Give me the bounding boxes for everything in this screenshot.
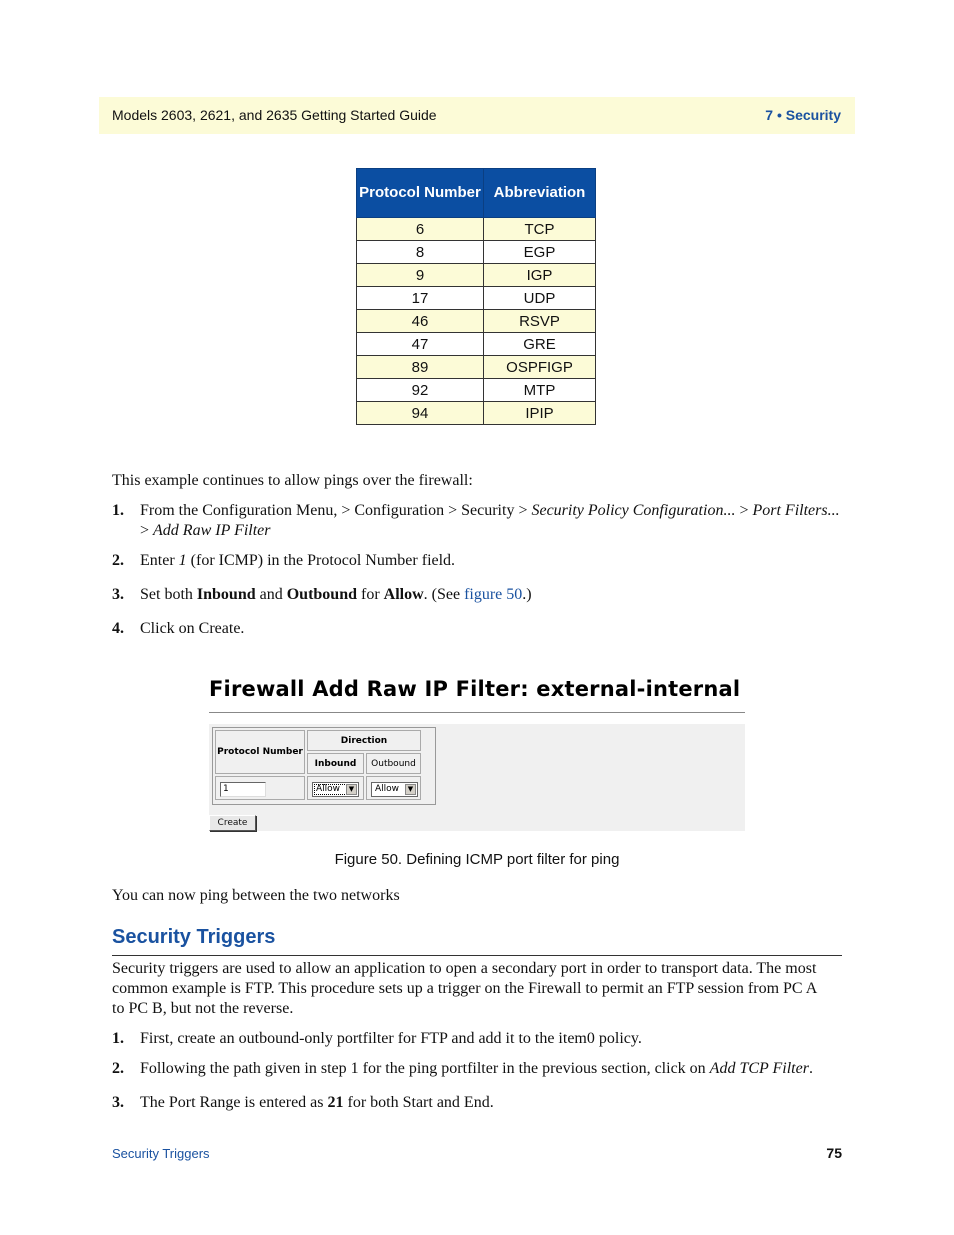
step-text-part: and <box>255 586 287 603</box>
step-1 <box>112 501 842 541</box>
step-number: 3. <box>112 586 124 603</box>
inbound-selected-value: Allow <box>316 784 341 794</box>
bold-allow: Allow <box>383 586 424 603</box>
step-text-part: From the Configuration Menu, > Configuration > Security > <box>140 502 532 519</box>
table-cell: RSVP <box>484 310 596 333</box>
protocol-number-header: Protocol Number <box>215 730 305 774</box>
intro-paragraph: This example continues to allow pings over the firewall: <box>112 472 473 489</box>
menu-path-add-tcp-filter: Add TCP Filter <box>709 1060 809 1077</box>
protocol-number-cell <box>215 776 305 800</box>
step-number: 3. <box>112 1094 124 1111</box>
step-number: 2. <box>112 1060 124 1077</box>
table-cell: 46 <box>357 310 484 333</box>
step-text: First, create an outbound-only portfilter for FTP and add it to the item0 policy. <box>140 1030 642 1047</box>
table-row <box>357 333 596 356</box>
menu-path-security-policy: Security Policy Configuration... <box>531 502 736 519</box>
figure-50-link[interactable]: figure 50 <box>464 586 523 603</box>
bold-outbound: Outbound <box>286 586 357 603</box>
after-figure-paragraph: You can now ping between the two networks <box>112 887 400 904</box>
table-cell: IGP <box>484 264 596 287</box>
table-cell: 17 <box>357 287 484 310</box>
inbound-cell <box>307 776 364 800</box>
table-cell: 92 <box>357 379 484 402</box>
table-cell: 8 <box>357 241 484 264</box>
section-heading: Security Triggers <box>112 926 276 948</box>
inbound-select[interactable] <box>312 782 359 797</box>
table-cell: GRE <box>484 333 596 356</box>
step-text-part: > <box>140 522 154 539</box>
table-cell: 94 <box>357 402 484 425</box>
table-row <box>357 310 596 333</box>
step-text <box>140 501 842 541</box>
step-text-part: The Port Range is entered as <box>140 1094 328 1111</box>
step-text <box>140 1059 842 1079</box>
table-row <box>357 264 596 287</box>
figure-title-rule <box>209 712 745 713</box>
table-cell: EGP <box>484 241 596 264</box>
filter-table <box>212 727 436 805</box>
step-text-part: .) <box>522 586 532 603</box>
menu-path-port-filters: Port Filters... <box>752 502 840 519</box>
table-cell: 6 <box>357 218 484 241</box>
figure-screen-title: Firewall Add Raw IP Filter: external-internal <box>209 677 741 701</box>
step-text <box>140 1093 842 1113</box>
table-row <box>357 241 596 264</box>
outbound-cell <box>366 776 421 800</box>
footer-section-title: Security Triggers <box>112 1146 210 1161</box>
step-text-part: . <box>808 1060 813 1077</box>
outbound-select[interactable] <box>371 782 418 797</box>
table-cell: MTP <box>484 379 596 402</box>
step-text-part: Enter <box>140 552 179 569</box>
table-cell: 9 <box>357 264 484 287</box>
direction-header: Direction <box>307 730 421 751</box>
protocol-value-italic: 1 <box>178 552 187 569</box>
step-number: 4. <box>112 620 124 637</box>
paragraph-line: Security triggers are used to allow an application to open a secondary port in order to transport data. The most <box>112 960 817 977</box>
table-row <box>357 287 596 310</box>
table-cell: OSPFIGP <box>484 356 596 379</box>
step-text-part: (for ICMP) in the Protocol Number field. <box>186 552 456 569</box>
step-text-part: . (See <box>423 586 465 603</box>
header-guide-title: Models 2603, 2621, and 2635 Getting Started Guide <box>112 107 437 123</box>
section-paragraph <box>112 959 842 1019</box>
step-text-part: for <box>356 586 384 603</box>
table-cell: UDP <box>484 287 596 310</box>
menu-path-add-raw-ip-filter: Add Raw IP Filter <box>153 522 271 539</box>
chevron-down-icon[interactable]: ▼ <box>346 784 357 795</box>
create-button[interactable]: Create <box>209 815 256 831</box>
section-heading-rule <box>112 955 842 956</box>
bold-port-number: 21 <box>327 1094 344 1111</box>
paragraph-line: common example is FTP. This procedure sets up a trigger on the Firewall to permit an FTP session from PC A <box>112 980 818 997</box>
step-text-part: Set both <box>140 586 197 603</box>
running-header <box>99 97 855 134</box>
step-text-part: for both Start and End. <box>343 1094 494 1111</box>
table-row <box>357 356 596 379</box>
protocol-number-input[interactable]: 1 <box>220 782 266 797</box>
page-number: 75 <box>826 1145 842 1161</box>
paragraph-line: to PC B, but not the reverse. <box>112 1000 294 1017</box>
figure-caption: Figure 50. Defining ICMP port filter for ping <box>334 851 620 868</box>
inbound-header: Inbound <box>307 753 364 774</box>
step-text <box>140 551 842 571</box>
outbound-header: Outbound <box>366 753 421 774</box>
table-cell: IPIP <box>484 402 596 425</box>
step-number: 1. <box>112 1030 124 1047</box>
step-text-part: Following the path given in step 1 for the ping portfilter in the previous section, click on <box>140 1060 710 1077</box>
header-chapter: 7 • Security <box>765 107 841 123</box>
protocol-table <box>356 168 596 425</box>
chevron-down-icon[interactable]: ▼ <box>405 784 416 795</box>
step-number: 2. <box>112 552 124 569</box>
column-header-abbreviation: Abbreviation <box>484 169 596 218</box>
table-cell: 89 <box>357 356 484 379</box>
step-text-part: > <box>735 502 753 519</box>
step-text <box>140 585 842 605</box>
table-cell: 47 <box>357 333 484 356</box>
table-row <box>357 218 596 241</box>
column-header-protocol-number: Protocol Number <box>357 169 484 218</box>
bold-inbound: Inbound <box>196 586 256 603</box>
table-row <box>357 379 596 402</box>
raw-ip-filter-form <box>209 724 745 831</box>
table-header-row <box>357 169 596 218</box>
table-row <box>357 402 596 425</box>
table-cell: TCP <box>484 218 596 241</box>
step-text: Click on Create. <box>140 620 245 637</box>
outbound-selected-value: Allow <box>375 784 400 794</box>
step-number: 1. <box>112 502 124 519</box>
